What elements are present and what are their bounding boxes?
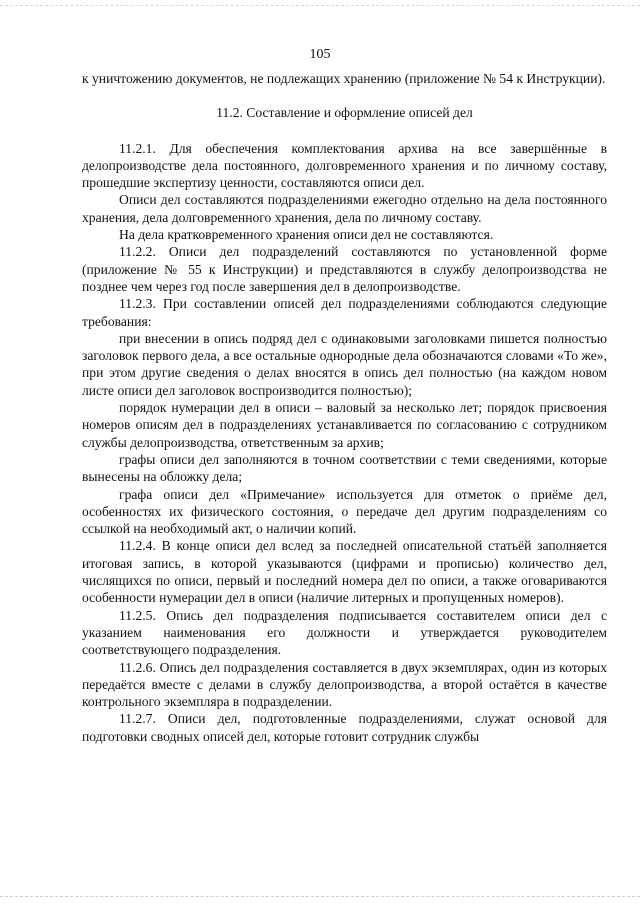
page-number: 105 bbox=[309, 47, 331, 62]
paragraph: 11.2.1. Для обеспечения комплектования архива на все завершённые в делопроизводстве дела постоянного, долговременного хранения и по личному составу, прошедшие экспертизу ценности, составляются описи дел. bbox=[82, 140, 607, 191]
paragraph: На дела кратковременного хранения описи дел не составляются. bbox=[119, 227, 494, 243]
scan-bottom-edge bbox=[0, 896, 640, 897]
paragraph: 11.2.4. В конце описи дел вслед за последней описательной статьёй заполняется итоговая запись, в которой указываются (цифрами и прописью) количество дел, числящихся по описи, первый и последний номера дел по описи, а также оговариваются особенности нумерации дел в описи (наличие литерных и пропущенных номеров). bbox=[82, 538, 607, 606]
section-heading: 11.2. Составление и оформление описей дел bbox=[216, 105, 473, 121]
list-item: при внесении в опись подряд дел с одинаковыми заголовками пишется полностью заголовок первого дела, а все остальные однородные дела обозначаются словами «То же», при этом другие сведения о делах вносятся в опись дел полностью (на каждом новом листе описи дел заголовок воспроизводится полностью); bbox=[82, 330, 607, 398]
paragraph: 11.2.3. При составлении описей дел подразделениями соблюдаются следующие требования: bbox=[82, 296, 607, 329]
document-body bbox=[82, 70, 607, 745]
paragraph: 11.2.2. Описи дел подразделений составляются по установленной форме (приложение № 55 к Инструкции) и представляются в службу делопроизводства не позднее чем через год после завершения дел в делопроизводстве. bbox=[82, 244, 607, 294]
paragraph: 11.2.6. Опись дел подразделения составляется в двух экземплярах, один из которых передаётся вместе с делами в службу делопроизводства, а второй остаётся в качестве контрольного экземпляра в подразделении. bbox=[82, 659, 607, 710]
paragraph: к уничтожению документов, не подлежащих хранению (приложение № 54 к Инструкции). bbox=[82, 71, 606, 86]
paragraph: Описи дел составляются подразделениями ежегодно отдельно на дела постоянного хранения, дела долговременного хранения, дела по личному составу. bbox=[82, 192, 607, 225]
list-item: графа описи дел «Примечание» используется для отметок о приёме дел, особенностях их физического состояния, о передаче дел другим подразделениям со ссылкой на необходимый акт, о наличии копий. bbox=[82, 486, 607, 537]
scan-top-edge bbox=[0, 5, 640, 6]
paragraph: 11.2.5. Опись дел подразделения подписывается составителем описи дел с указанием наименования его должности и утверждается руководителем соответствующего подразделения. bbox=[82, 607, 607, 658]
list-item: графы описи дел заполняются в точном соответствии с теми сведениями, которые вынесены на обложку дела; bbox=[82, 451, 607, 485]
paragraph: 11.2.7. Описи дел, подготовленные подразделениями, служат основой для подготовки сводных описей дел, которые готовит сотрудник службы bbox=[82, 711, 607, 744]
list-item: порядок нумерации дел в описи – валовый за несколько лет; порядок присвоения номеров описям дел в подразделениях устанавливается по согласованию с сотрудником службы делопроизводства, ответственным за архив; bbox=[82, 400, 607, 450]
